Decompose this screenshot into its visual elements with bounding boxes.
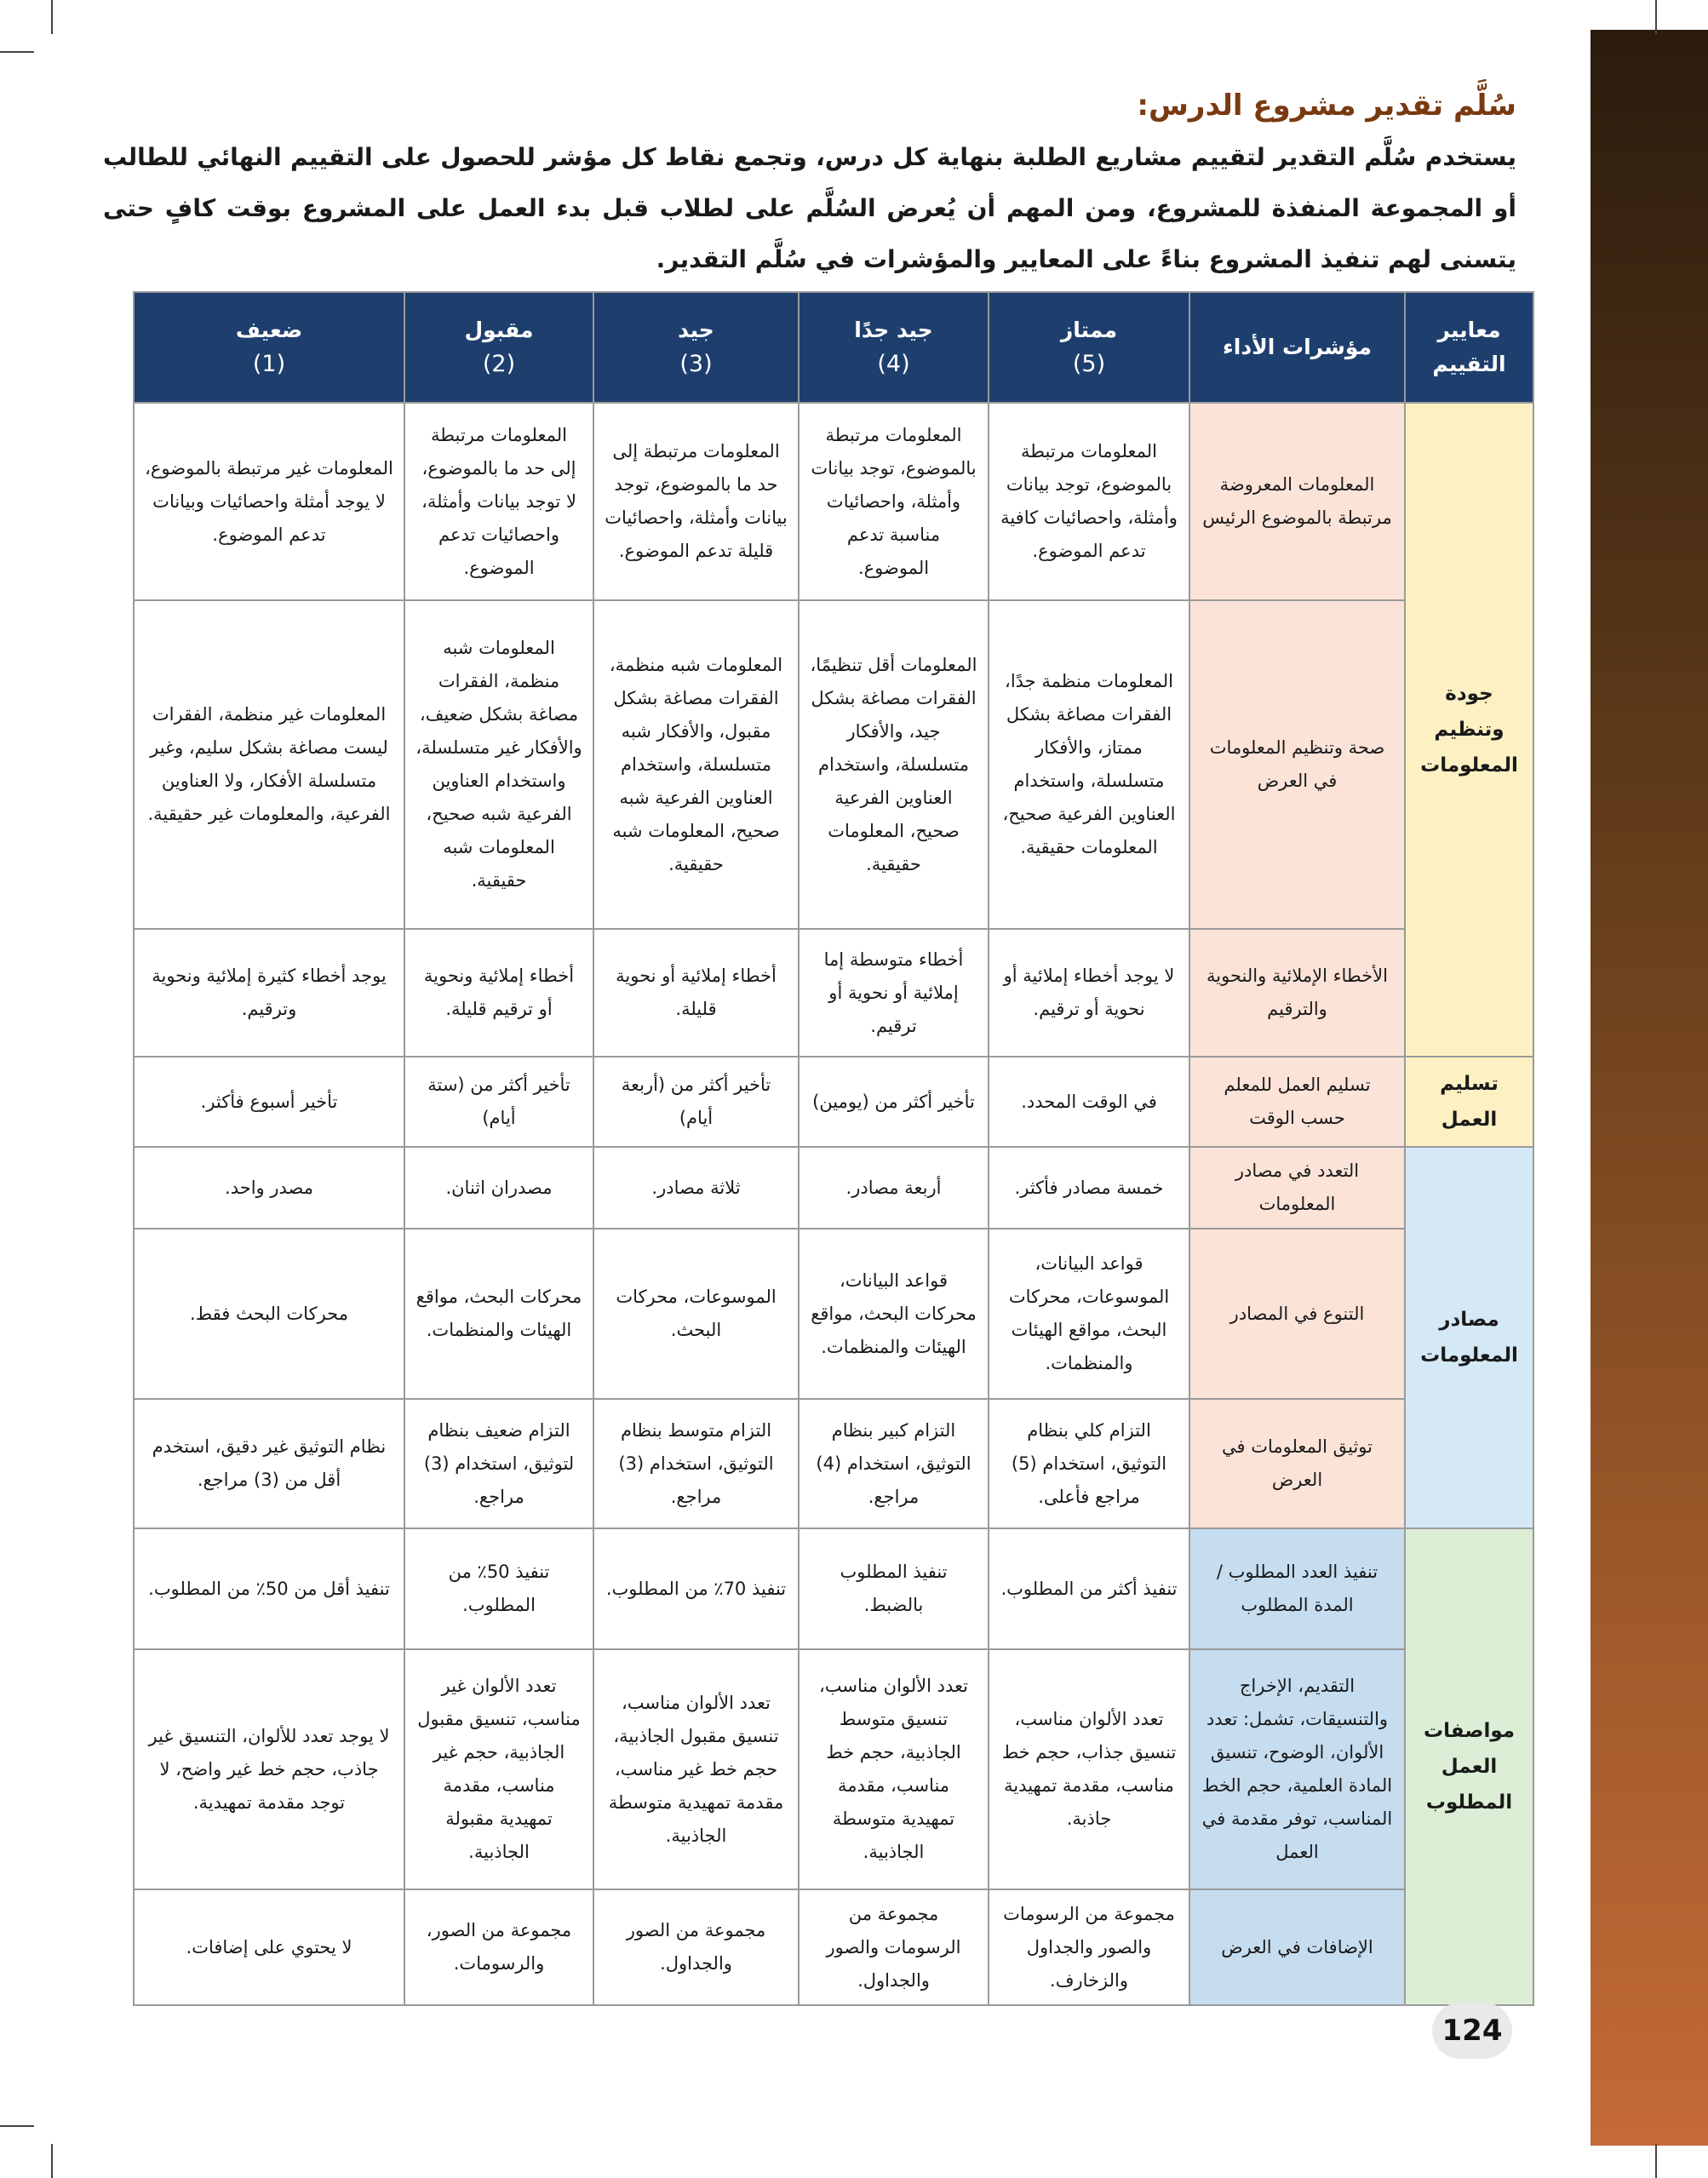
indicator-cell: الأخطاء الإملائية والنحوية والترقيم — [1189, 929, 1405, 1057]
rubric-cell: المعلومات منظمة جدًا، الفقرات مصاغة بشكل ممتاز، والأفكار متسلسلة، واستخدام العناوين الفرعية صحيح، المعلومات حقيقية. — [989, 600, 1189, 929]
rubric-cell: المعلومات مرتبطة إلى حد ما بالموضوع، توجد بيانات وأمثلة، واحصائيات قليلة تدعم الموضوع. — [593, 403, 799, 600]
rubric-cell: المعلومات شبه منظمة، الفقرات مصاغة بشكل ضعيف، والأفكار غير متسلسلة، واستخدام العناوين الفرعية شبه صحيح، المعلومات شبه حقيقية. — [404, 600, 593, 929]
rubric-cell: الموسوعات، محركات البحث. — [593, 1229, 799, 1399]
rubric-cell: مصدر واحد. — [134, 1147, 404, 1229]
level-name: ممتاز — [1060, 318, 1118, 342]
rubric-cell: تنفيذ 50٪ من المطلوب. — [404, 1528, 593, 1649]
rubric-cell: تعدد الألوان مناسب، تنسيق جذاب، حجم خط مناسب، مقدمة تمهيدية جاذبة. — [989, 1649, 1189, 1889]
rubric-cell: تأخير أكثر من (يومين) — [799, 1057, 989, 1147]
level-name: جيد — [678, 318, 714, 342]
table-row — [134, 600, 1533, 929]
header-indicators: مؤشرات الأداء — [1189, 292, 1405, 403]
rubric-cell: المعلومات غير مرتبطة بالموضوع، لا يوجد أمثلة واحصائيات وبيانات تدعم الموضوع. — [134, 403, 404, 600]
rubric-cell: يوجد أخطاء كثيرة إملائية ونحوية وترقيم. — [134, 929, 404, 1057]
rubric-cell: أخطاء إملائية ونحوية أو ترقيم قليلة. — [404, 929, 593, 1057]
crop-mark — [1655, 0, 1657, 34]
level-score: (4) — [877, 351, 910, 377]
indicator-cell: توثيق المعلومات في العرض — [1189, 1399, 1405, 1528]
page-number: 124 — [1432, 2003, 1512, 2059]
header-row — [134, 292, 1533, 403]
rubric-cell: قواعد البيانات، الموسوعات، محركات البحث، مواقع الهيئات والمنظمات. — [989, 1229, 1189, 1399]
rubric-cell: المعلومات مرتبطة بالموضوع، توجد بيانات وأمثلة، واحصائيات مناسبة تدعم الموضوع. — [799, 403, 989, 600]
rubric-cell: تأخير أكثر من (ستة أيام) — [404, 1057, 593, 1147]
level-score: (2) — [482, 351, 516, 377]
rubric-cell: لا يوجد أخطاء إملائية أو نحوية أو ترقيم. — [989, 929, 1189, 1057]
rubric-cell: محركات البحث، مواقع الهيئات والمنظمات. — [404, 1229, 593, 1399]
side-color-bar — [1591, 30, 1708, 2146]
rubric-cell: تعدد الألوان غير مناسب، تنسيق مقبول الجاذبية، حجم غير مناسب، مقدمة تمهيدية مقبولة الجاذبية. — [404, 1649, 593, 1889]
rubric-cell: التزام ضعيف بنظام لتوثيق، استخدام (3) مراجع. — [404, 1399, 593, 1528]
rubric-cell: لا يحتوي على إضافات. — [134, 1889, 404, 2005]
header-level-4 — [799, 292, 989, 403]
rubric-cell: المعلومات مرتبطة بالموضوع، توجد بيانات وأمثلة، واحصائيات كافية تدعم الموضوع. — [989, 403, 1189, 600]
level-name: ضعيف — [235, 318, 303, 342]
crop-mark — [1655, 2144, 1657, 2178]
table-row — [134, 1229, 1533, 1399]
level-score: (5) — [1072, 351, 1106, 377]
table-row — [134, 1528, 1533, 1649]
rubric-cell: خمسة مصادر فأكثر. — [989, 1147, 1189, 1229]
crop-mark — [0, 51, 34, 53]
criterion-cell: جودة وتنظيم المعلومات — [1405, 403, 1533, 1057]
table-row — [134, 403, 1533, 600]
crop-mark — [51, 2144, 53, 2178]
rubric-cell: أخطاء إملائية أو نحوية قليلة. — [593, 929, 799, 1057]
table-row — [134, 1147, 1533, 1229]
level-name: جيد جدًا — [854, 318, 933, 342]
rubric-cell: المعلومات غير منظمة، الفقرات ليست مصاغة بشكل سليم، وغير متسلسلة الأفكار، ولا العناوين الفرعية، والمعلومات غير حقيقية. — [134, 600, 404, 929]
rubric-cell: مصدران اثنان. — [404, 1147, 593, 1229]
criterion-cell: مصادر المعلومات — [1405, 1147, 1533, 1528]
indicator-cell: التعدد في مصادر المعلومات — [1189, 1147, 1405, 1229]
header-level-2 — [404, 292, 593, 403]
indicator-cell: التنوع في المصادر — [1189, 1229, 1405, 1399]
rubric-cell: التزام كبير بنظام التوثيق، استخدام (4) مراجع. — [799, 1399, 989, 1528]
rubric-cell: تنفيذ أقل من 50٪ من المطلوب. — [134, 1528, 404, 1649]
rubric-cell: مجموعة من الرسومات والصور والجداول والزخارف. — [989, 1889, 1189, 2005]
table-row — [134, 1399, 1533, 1528]
header-level-3 — [593, 292, 799, 403]
rubric-cell: قواعد البيانات، محركات البحث، مواقع الهيئات والمنظمات. — [799, 1229, 989, 1399]
rubric-cell: التزام متوسط بنظام التوثيق، استخدام (3) مراجع. — [593, 1399, 799, 1528]
rubric-cell: تأخير أسبوع فأكثر. — [134, 1057, 404, 1147]
rubric-cell: تعدد الألوان مناسب، تنسيق مقبول الجاذبية، حجم خط غير مناسب، مقدمة تمهيدية متوسطة الجاذبية. — [593, 1649, 799, 1889]
intro-paragraph: يستخدم سُلَّم التقدير لتقييم مشاريع الطلبة بنهاية كل درس، وتجمع نقاط كل مؤشر للحصول على التقييم النهائي للطالب أو المجموعة المنفذة للمشروع، ومن المهم أن يُعرض السُلَّم على لطلاب قبل بدء العمل على المشروع بوقت كافٍ حتى يتسنى لهم تنفيذ المشروع بناءً على المعايير والمؤشرات في سُلَّم التقدير. — [103, 143, 1516, 273]
rubric-cell: في الوقت المحدد. — [989, 1057, 1189, 1147]
table-row — [134, 929, 1533, 1057]
rubric-cell: التزام كلي بنظام التوثيق، استخدام (5) مراجع فأعلى. — [989, 1399, 1189, 1528]
rubric-cell: أربعة مصادر. — [799, 1147, 989, 1229]
indicator-cell: الإضافات في العرض — [1189, 1889, 1405, 2005]
rubric-cell: تأخير أكثر من (أربعة أيام) — [593, 1057, 799, 1147]
page-title: سُلَّم تقدير مشروع الدرس: — [1137, 89, 1516, 123]
table-row — [134, 1649, 1533, 1889]
rubric-table — [133, 291, 1534, 2006]
rubric-cell: مجموعة من الرسومات والصور والجداول. — [799, 1889, 989, 2005]
rubric-cell: المعلومات مرتبطة إلى حد ما بالموضوع، لا توجد بيانات وأمثلة، واحصائيات تدعم الموضوع. — [404, 403, 593, 600]
level-name: مقبول — [464, 318, 534, 342]
rubric-cell: محركات البحث فقط. — [134, 1229, 404, 1399]
table-row — [134, 1889, 1533, 2005]
rubric-cell: تعدد الألوان مناسب، تنسيق متوسط الجاذبية، حجم خط مناسب، مقدمة تمهيدية متوسطة الجاذبية. — [799, 1649, 989, 1889]
table-row — [134, 1057, 1533, 1147]
criterion-cell: تسليم العمل — [1405, 1057, 1533, 1147]
rubric-cell: تنفيذ 70٪ من المطلوب. — [593, 1528, 799, 1649]
rubric-cell: مجموعة من الصور والجداول. — [593, 1889, 799, 2005]
indicator-cell: تسليم العمل للمعلم حسب الوقت — [1189, 1057, 1405, 1147]
rubric-cell: لا يوجد تعدد للألوان، التنسيق غير جاذب، حجم خط غير واضح، لا توجد مقدمة تمهيدية. — [134, 1649, 404, 1889]
indicator-cell: تنفيذ العدد المطلوب / المدة المطلوب — [1189, 1528, 1405, 1649]
rubric-cell: تنفيذ المطلوب بالضبط. — [799, 1528, 989, 1649]
rubric-cell: نظام التوثيق غير دقيق، استخدم أقل من (3) مراجع. — [134, 1399, 404, 1528]
rubric-cell: ثلاثة مصادر. — [593, 1147, 799, 1229]
indicator-cell: التقديم، الإخراج والتنسيقات، تشمل: تعدد الألوان، الوضوح، تنسيق المادة العلمية، حجم الخط المناسب، توفر مقدمة في العمل — [1189, 1649, 1405, 1889]
header-level-1 — [134, 292, 404, 403]
indicator-cell: المعلومات المعروضة مرتبطة بالموضوع الرئيس — [1189, 403, 1405, 600]
rubric-cell: تنفيذ أكثر من المطلوب. — [989, 1528, 1189, 1649]
rubric-cell: المعلومات شبه منظمة، الفقرات مصاغة بشكل مقبول، والأفكار شبه متسلسلة، واستخدام العناوين الفرعية شبه صحيح، المعلومات شبه حقيقية. — [593, 600, 799, 929]
header-level-5 — [989, 292, 1189, 403]
level-score: (1) — [252, 351, 286, 377]
crop-mark — [0, 2125, 34, 2127]
rubric-cell: مجموعة من الصور، والرسومات. — [404, 1889, 593, 2005]
rubric-cell: أخطاء متوسطة إما إملائية أو نحوية أو ترقيم. — [799, 929, 989, 1057]
indicator-cell: صحة وتنظيم المعلومات في العرض — [1189, 600, 1405, 929]
crop-mark — [51, 0, 53, 34]
header-criteria: معايير التقييم — [1405, 292, 1533, 403]
rubric-cell: المعلومات أقل تنظيمًا، الفقرات مصاغة بشكل جيد، والأفكار متسلسلة، واستخدام العناوين الفرعية صحيح، المعلومات حقيقية. — [799, 600, 989, 929]
criterion-cell: مواصفات العمل المطلوب — [1405, 1528, 1533, 2005]
level-score: (3) — [679, 351, 713, 377]
